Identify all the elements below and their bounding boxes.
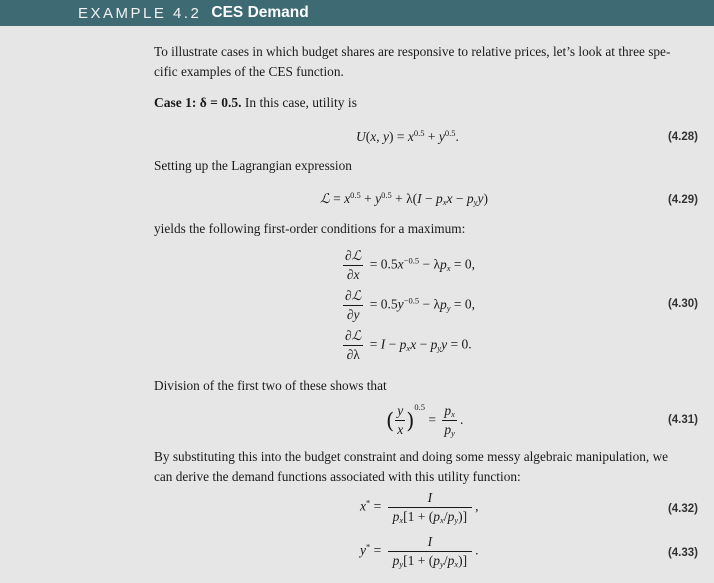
equation-4-29: ℒ = $x^{0.5} + y^{0.5} + \lambda(I - p_xx - p_yy)$ — [320, 190, 488, 207]
foc-x: $\frac{\text{∂ℒ}}{\partial x}$ = $0.5x^{-0.5} - \lambda p_x = 0$, — [345, 248, 476, 282]
foc-lambda: $\frac{\text{∂ℒ}}{\partial\lambda}$ = $I - p_xx - p_yy = 0$. — [345, 328, 472, 362]
equation-4-28: U(x, $y) = x^{0.5} + y^{0.5}$. — [356, 128, 459, 144]
substituting-paragraph — [154, 447, 702, 487]
equation-4-32: x* = $\frac{I}{p_x[1 + (p_x/p_y)]}$ , — [360, 490, 479, 525]
substituting-line-1: By substituting this into the budget constraint and doing some messy algebraic manipulation, we — [154, 449, 669, 464]
equation-number-4-31: (4.31) — [667, 414, 698, 426]
setting-up-text: Setting up the Lagrangian expression — [154, 158, 352, 173]
example-title: CES Demand — [211, 4, 309, 21]
case-1-paragraph — [154, 93, 702, 113]
substituting-line-2: can derive the demand functions associated with this utility function: — [154, 469, 521, 484]
intro-paragraph — [154, 42, 702, 82]
example-label: EXAMPLE 4.2 — [78, 4, 202, 22]
equation-number-4-28: (4.28) — [667, 131, 698, 143]
intro-line-1: To illustrate cases in which budget shares are responsive to relative prices, let’s look at three spe- — [154, 44, 671, 59]
equation-number-4-30: (4.30) — [667, 298, 698, 310]
equation-number-4-33: (4.33) — [667, 547, 698, 559]
intro-line-2: cific examples of the CES function. — [154, 64, 344, 79]
equation-number-4-29: (4.29) — [667, 194, 698, 206]
equation-number-4-32: (4.32) — [667, 503, 698, 515]
division-text: Division of the first two of these shows that — [154, 378, 387, 393]
equation-4-33: y* = $\frac{I}{p_y[1 + (p_y/p_x)]}$ . — [360, 534, 479, 569]
case-text: In this case, utility is — [241, 95, 357, 110]
case-heading: Case 1: δ = 0.5. — [154, 95, 242, 110]
equation-4-31: ( $\frac{y}{x}$ )$^{0.5}$ = $\frac{p_x}{p_y}$ . — [386, 402, 464, 439]
foc-y: $\frac{\text{∂ℒ}}{\partial y}$ = $0.5y^{-0.5} - \lambda p_y = 0$, — [345, 288, 476, 322]
yields-text: yields the following first-order conditions for a maximum: — [154, 221, 466, 236]
example-header — [0, 0, 714, 26]
